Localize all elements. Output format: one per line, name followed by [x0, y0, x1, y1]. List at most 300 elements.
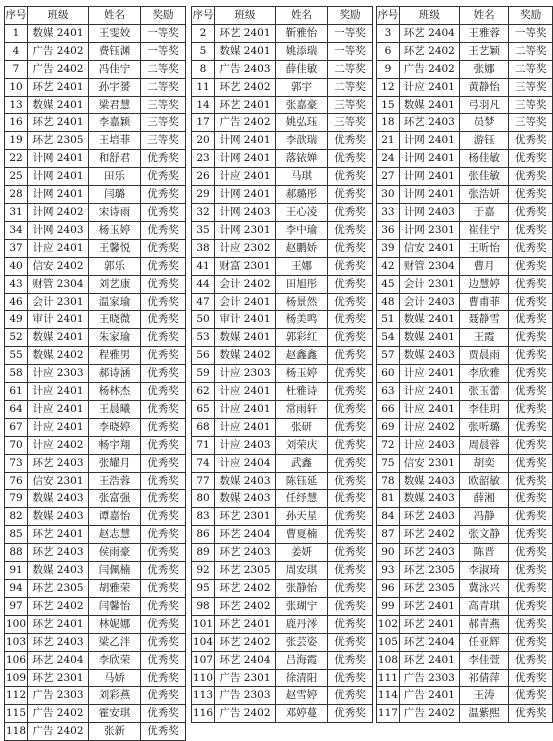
cell-no: 14: [192, 96, 215, 114]
cell-name: 游钰: [459, 132, 509, 150]
cell-class: 数媒 2401: [28, 329, 89, 347]
table-row: [192, 150, 373, 168]
table-row: [377, 329, 553, 347]
cell-class: 计应 2302: [215, 239, 276, 257]
table-row: [377, 526, 553, 544]
cell-no: 85: [5, 526, 28, 544]
cell-award: 优秀奖: [328, 168, 373, 186]
cell-no: 12: [377, 78, 400, 96]
cell-no: 103: [5, 633, 28, 651]
cell-award: 优秀奖: [328, 687, 373, 705]
cell-award: 优秀奖: [328, 436, 373, 454]
cell-name: 赵雪婷: [276, 687, 328, 705]
cell-no: 27: [377, 168, 400, 186]
cell-class: 环艺 2403: [215, 544, 276, 562]
cell-no: 25: [5, 168, 28, 186]
cell-award: 优秀奖: [141, 365, 186, 383]
cell-no: 91: [5, 562, 28, 580]
table-row: [5, 472, 186, 490]
cell-class: 数媒 2401: [28, 24, 89, 42]
cell-no: 113: [192, 687, 215, 705]
cell-award: 优秀奖: [509, 257, 553, 275]
cell-award: 一等奖: [509, 24, 553, 42]
cell-name: 杨美鸣: [276, 311, 328, 329]
cell-no: 57: [377, 347, 400, 365]
cell-name: 和舒君: [89, 150, 141, 168]
cell-no: 83: [192, 508, 215, 526]
cell-no: 21: [377, 132, 400, 150]
cell-no: 32: [192, 203, 215, 221]
cell-award: 二等奖: [328, 60, 373, 78]
cell-name: 张嘉豪: [276, 96, 328, 114]
cell-class: 计网 2401: [28, 150, 89, 168]
cell-no: 50: [192, 311, 215, 329]
cell-award: 优秀奖: [328, 705, 373, 723]
cell-award: 一等奖: [141, 24, 186, 42]
cell-name: 姚添瑞: [276, 42, 328, 60]
cell-name: 程雅男: [89, 347, 141, 365]
cell-class: 环艺 2404: [399, 24, 459, 42]
cell-name: 陈晋: [459, 544, 509, 562]
cell-class: 计网 2401: [399, 168, 459, 186]
cell-no: 19: [5, 132, 28, 150]
cell-award: 优秀奖: [509, 508, 553, 526]
table-row: [377, 168, 553, 186]
table-row: [192, 293, 373, 311]
cell-class: 计网 2403: [399, 203, 459, 221]
cell-award: 优秀奖: [328, 365, 373, 383]
cell-award: 优秀奖: [328, 257, 373, 275]
cell-no: 35: [192, 221, 215, 239]
cell-name: 曹夏楠: [276, 526, 328, 544]
cell-name: 马琪: [276, 168, 328, 186]
cell-award: 二等奖: [141, 60, 186, 78]
cell-name: 崔佳宁: [459, 221, 509, 239]
cell-award: 优秀奖: [328, 562, 373, 580]
table-row: [192, 221, 373, 239]
cell-award: 优秀奖: [509, 275, 553, 293]
cell-name: 郝青燕: [459, 615, 509, 633]
award-table-right: [376, 6, 553, 723]
cell-award: 优秀奖: [509, 562, 553, 580]
cell-class: 广告 2303: [215, 687, 276, 705]
cell-class: 审计 2401: [215, 311, 276, 329]
cell-class: 数媒 2401: [399, 329, 459, 347]
cell-class: 计网 2401: [215, 186, 276, 204]
cell-name: 周晨蓉: [459, 436, 509, 454]
header-name: 姓名: [89, 7, 141, 25]
cell-no: 62: [192, 383, 215, 401]
cell-class: 环艺 2401: [28, 114, 89, 132]
cell-award: 优秀奖: [509, 526, 553, 544]
cell-class: 计应 2403: [215, 436, 276, 454]
cell-class: 计应 2401: [215, 168, 276, 186]
cell-no: 116: [192, 705, 215, 723]
table-row: [5, 597, 186, 615]
table-row: [377, 78, 553, 96]
cell-no: 65: [192, 400, 215, 418]
cell-award: 优秀奖: [141, 418, 186, 436]
cell-class: 环艺 2305: [28, 132, 89, 150]
cell-award: 优秀奖: [509, 454, 553, 472]
cell-name: 王雯姣: [89, 24, 141, 42]
cell-name: 贾晨雨: [459, 347, 509, 365]
cell-class: 数媒 2402: [215, 347, 276, 365]
cell-no: 24: [377, 150, 400, 168]
cell-name: 张玉蕾: [459, 383, 509, 401]
header-award: 奖励: [141, 7, 186, 25]
cell-no: 28: [5, 186, 28, 204]
cell-award: 优秀奖: [328, 239, 373, 257]
cell-name: 李中瑜: [276, 221, 328, 239]
cell-award: 优秀奖: [509, 365, 553, 383]
cell-name: 刘艺康: [89, 275, 141, 293]
cell-class: 计应 2401: [399, 400, 459, 418]
cell-no: 30: [377, 186, 400, 204]
cell-no: 47: [192, 293, 215, 311]
cell-no: 58: [5, 365, 28, 383]
cell-award: 优秀奖: [509, 168, 553, 186]
cell-no: 45: [377, 275, 400, 293]
cell-class: 会计 2402: [215, 275, 276, 293]
cell-no: 31: [5, 203, 28, 221]
cell-name: 李歆瑞: [276, 132, 328, 150]
cell-award: 优秀奖: [328, 490, 373, 508]
cell-award: 一等奖: [328, 24, 373, 42]
cell-award: 优秀奖: [509, 186, 553, 204]
cell-award: 优秀奖: [328, 508, 373, 526]
cell-award: 二等奖: [509, 42, 553, 60]
cell-no: 13: [5, 96, 28, 114]
cell-name: 边慧婷: [459, 275, 509, 293]
cell-name: 王涛: [459, 687, 509, 705]
table-row: [377, 562, 553, 580]
cell-award: 优秀奖: [509, 615, 553, 633]
cell-class: 会计 2301: [399, 275, 459, 293]
cell-no: 95: [192, 580, 215, 598]
cell-no: 46: [5, 293, 28, 311]
cell-award: 三等奖: [141, 114, 186, 132]
cell-award: 优秀奖: [141, 203, 186, 221]
cell-award: 优秀奖: [509, 239, 553, 257]
cell-no: 81: [377, 490, 400, 508]
cell-no: 82: [5, 508, 28, 526]
cell-class: 审计 2401: [28, 311, 89, 329]
cell-name: 温紫熙: [459, 705, 509, 723]
cell-award: 优秀奖: [328, 186, 373, 204]
table-row: [192, 239, 373, 257]
cell-award: 优秀奖: [509, 544, 553, 562]
cell-award: 优秀奖: [509, 383, 553, 401]
cell-award: 优秀奖: [141, 508, 186, 526]
cell-no: 105: [377, 633, 400, 651]
cell-no: 49: [5, 311, 28, 329]
cell-name: 杜雅诗: [276, 383, 328, 401]
cell-award: 三等奖: [509, 78, 553, 96]
cell-no: 61: [5, 383, 28, 401]
table-row: [192, 275, 373, 293]
table-row: [377, 597, 553, 615]
cell-award: 优秀奖: [328, 472, 373, 490]
cell-name: 张静怡: [276, 580, 328, 598]
cell-name: 张富强: [89, 490, 141, 508]
cell-class: 广告 2402: [28, 60, 89, 78]
cell-award: 三等奖: [141, 96, 186, 114]
cell-name: 王培菲: [89, 132, 141, 150]
table-row: [377, 186, 553, 204]
cell-award: 三等奖: [328, 114, 373, 132]
cell-name: 员梦: [459, 114, 509, 132]
cell-award: 三等奖: [509, 96, 553, 114]
table-row: [5, 580, 186, 598]
table-row: [377, 221, 553, 239]
cell-award: 优秀奖: [328, 633, 373, 651]
cell-name: 畅宇翔: [89, 436, 141, 454]
table-row: [192, 257, 373, 275]
table-row: [5, 221, 186, 239]
table-row: [377, 454, 553, 472]
cell-no: 10: [5, 78, 28, 96]
cell-class: 计网 2401: [399, 186, 459, 204]
cell-class: 信安 2401: [399, 239, 459, 257]
table-row: [192, 168, 373, 186]
cell-award: 优秀奖: [509, 597, 553, 615]
cell-award: 优秀奖: [141, 436, 186, 454]
table-row: [377, 203, 553, 221]
award-table-middle: [191, 6, 373, 723]
cell-name: 姜妍: [276, 544, 328, 562]
cell-name: 林妮娜: [89, 615, 141, 633]
cell-no: 60: [377, 365, 400, 383]
cell-no: 101: [192, 615, 215, 633]
table-row: [377, 580, 553, 598]
table-row: [377, 347, 553, 365]
table-row: [192, 78, 373, 96]
cell-class: 计网 2401: [28, 168, 89, 186]
cell-no: 106: [5, 651, 28, 669]
cell-award: 优秀奖: [141, 257, 186, 275]
cell-class: 数媒 2403: [399, 472, 459, 490]
cell-class: 数媒 2401: [28, 96, 89, 114]
cell-class: 环艺 2305: [399, 580, 459, 598]
cell-class: 广告 2303: [28, 687, 89, 705]
cell-name: 张听璐: [459, 418, 509, 436]
header-class: 班级: [215, 7, 276, 25]
cell-no: 63: [377, 383, 400, 401]
cell-name: 常雨轩: [276, 400, 328, 418]
cell-name: 杨玉婷: [89, 221, 141, 239]
cell-name: 王昕怡: [459, 239, 509, 257]
cell-no: 66: [377, 400, 400, 418]
cell-class: 广告 2301: [215, 669, 276, 687]
cell-name: 弓羽凡: [459, 96, 509, 114]
table-row: [377, 150, 553, 168]
cell-no: 4: [5, 42, 28, 60]
cell-no: 77: [192, 472, 215, 490]
cell-no: 70: [5, 436, 28, 454]
cell-no: 86: [192, 526, 215, 544]
cell-no: 55: [5, 347, 28, 365]
cell-class: 计应 2402: [399, 418, 459, 436]
table-row: [5, 418, 186, 436]
table-row: [5, 42, 186, 60]
table-row: [192, 633, 373, 651]
cell-award: 优秀奖: [509, 687, 553, 705]
table-row: [5, 687, 186, 705]
cell-no: 98: [192, 597, 215, 615]
cell-no: 93: [377, 562, 400, 580]
table-row: [192, 186, 373, 204]
cell-class: 计应 2401: [28, 400, 89, 418]
cell-award: 优秀奖: [328, 526, 373, 544]
table-row: [192, 687, 373, 705]
header-row: [5, 7, 186, 25]
cell-class: 计网 2401: [399, 132, 459, 150]
cell-name: 徐清阳: [276, 669, 328, 687]
table-row: [5, 329, 186, 347]
cell-award: 优秀奖: [509, 418, 553, 436]
cell-class: 广告 2402: [399, 60, 459, 78]
cell-name: 郭宇: [276, 78, 328, 96]
cell-class: 环艺 2401: [28, 526, 89, 544]
cell-no: 108: [377, 651, 400, 669]
cell-name: 王心凌: [276, 203, 328, 221]
cell-name: 吕海霞: [276, 651, 328, 669]
cell-name: 李欣雅: [459, 365, 509, 383]
cell-class: 环艺 2305: [215, 562, 276, 580]
cell-award: 优秀奖: [141, 186, 186, 204]
cell-no: 17: [192, 114, 215, 132]
cell-name: 梁君慧: [89, 96, 141, 114]
cell-no: 15: [377, 96, 400, 114]
cell-no: 41: [192, 257, 215, 275]
cell-name: 费钰渊: [89, 42, 141, 60]
table-row: [5, 705, 186, 723]
cell-award: 优秀奖: [141, 687, 186, 705]
table-row: [377, 490, 553, 508]
cell-class: 计网 2401: [28, 186, 89, 204]
cell-award: 优秀奖: [509, 311, 553, 329]
cell-name: 黄静怡: [459, 78, 509, 96]
cell-no: 23: [192, 150, 215, 168]
cell-award: 优秀奖: [328, 418, 373, 436]
cell-name: 温家瑜: [89, 293, 141, 311]
cell-class: 广告 2402: [215, 114, 276, 132]
cell-name: 孙宇赟: [89, 78, 141, 96]
header-no: 序号: [5, 7, 28, 25]
table-row: [5, 96, 186, 114]
cell-no: 22: [5, 150, 28, 168]
cell-name: 杨佳敏: [459, 150, 509, 168]
cell-name: 张瑚宁: [276, 597, 328, 615]
cell-no: 1: [5, 24, 28, 42]
cell-name: 薛湘: [459, 490, 509, 508]
cell-name: 马娇: [89, 669, 141, 687]
cell-class: 信安 2301: [28, 472, 89, 490]
cell-name: 郭彩红: [276, 329, 328, 347]
cell-no: 44: [192, 275, 215, 293]
cell-class: 环艺 2403: [28, 633, 89, 651]
header-no: 序号: [192, 7, 215, 25]
table-row: [192, 60, 373, 78]
table-row: [377, 436, 553, 454]
table-row: [192, 472, 373, 490]
cell-class: 环艺 2301: [28, 669, 89, 687]
cell-class: 数媒 2402: [28, 347, 89, 365]
cell-no: 43: [5, 275, 28, 293]
cell-no: 104: [192, 633, 215, 651]
table-row: [5, 490, 186, 508]
cell-no: 107: [192, 651, 215, 669]
cell-award: 优秀奖: [328, 454, 373, 472]
cell-class: 数媒 2401: [215, 42, 276, 60]
cell-no: 75: [377, 454, 400, 472]
cell-name: 张耀月: [89, 454, 141, 472]
table-row: [377, 24, 553, 42]
cell-no: 117: [377, 705, 400, 723]
cell-no: 97: [5, 597, 28, 615]
table-row: [5, 633, 186, 651]
cell-award: 优秀奖: [141, 544, 186, 562]
cell-name: 田旭彤: [276, 275, 328, 293]
table-row: [377, 275, 553, 293]
cell-class: 计网 2403: [28, 221, 89, 239]
table-row: [5, 651, 186, 669]
cell-award: 优秀奖: [141, 221, 186, 239]
cell-no: 33: [377, 203, 400, 221]
cell-no: 68: [192, 418, 215, 436]
cell-no: 48: [377, 293, 400, 311]
cell-award: 优秀奖: [141, 705, 186, 723]
cell-name: 李晓婷: [89, 418, 141, 436]
cell-award: 一等奖: [141, 42, 186, 60]
table-row: [5, 24, 186, 42]
cell-award: 优秀奖: [509, 293, 553, 311]
cell-class: 环艺 2404: [215, 651, 276, 669]
cell-class: 环艺 2404: [399, 633, 459, 651]
cell-name: 李佳玥: [459, 400, 509, 418]
cell-class: 广告 2402: [215, 705, 276, 723]
cell-award: 优秀奖: [141, 400, 186, 418]
cell-award: 优秀奖: [509, 490, 553, 508]
cell-class: 信安 2402: [28, 257, 89, 275]
cell-no: 84: [377, 508, 400, 526]
cell-class: 计应 2401: [399, 78, 459, 96]
cell-class: 财管 2304: [28, 275, 89, 293]
cell-class: 广告 2402: [28, 42, 89, 60]
table-row: [377, 114, 553, 132]
cell-class: 计网 2301: [215, 221, 276, 239]
table-row: [192, 203, 373, 221]
cell-award: 优秀奖: [328, 400, 373, 418]
cell-name: 张研: [276, 418, 328, 436]
cell-name: 李嘉颖: [89, 114, 141, 132]
header-award: 奖励: [509, 7, 553, 25]
cell-name: 于嘉: [459, 203, 509, 221]
cell-no: 90: [377, 544, 400, 562]
cell-class: 环艺 2403: [399, 544, 459, 562]
table-row: [5, 526, 186, 544]
cell-class: 数媒 2403: [399, 347, 459, 365]
cell-class: 计应 2303: [215, 365, 276, 383]
cell-class: 会计 2301: [28, 293, 89, 311]
cell-class: 计网 2401: [215, 150, 276, 168]
table-row: [5, 454, 186, 472]
cell-name: 冯佳宁: [89, 60, 141, 78]
cell-class: 环艺 2403: [28, 544, 89, 562]
cell-no: 115: [5, 705, 28, 723]
cell-class: 环艺 2401: [215, 615, 276, 633]
